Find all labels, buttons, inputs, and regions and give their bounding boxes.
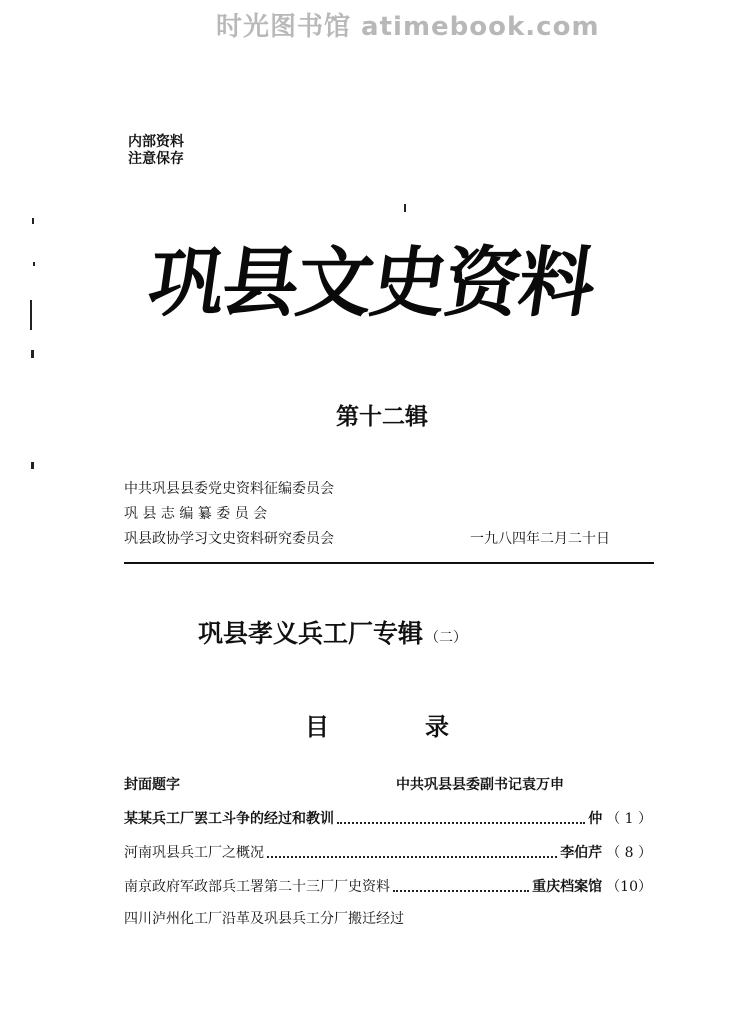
toc-entry-author: 仲 [588, 811, 603, 827]
toc-entry-title: 河南巩县兵工厂之概况 [124, 845, 264, 861]
divider-rule [124, 562, 654, 564]
toc-entry-title: 某某兵工厂罢工斗争的经过和教训 [124, 811, 334, 827]
toc-leader-dots [337, 812, 585, 824]
special-issue-volume: （二） [425, 630, 468, 646]
toc-leader-dots [393, 880, 529, 892]
watermark-text: 时光图书馆 atimebook.com [216, 12, 600, 42]
publication-date: 一九八四年二月二十日 [470, 531, 610, 547]
toc-entry-page: （ 1 ） [606, 811, 652, 827]
special-issue-title [198, 614, 467, 650]
internal-notice-line1: 内部资料 [128, 134, 184, 150]
scan-speck [30, 300, 32, 330]
toc-leader-dots [267, 846, 557, 858]
internal-notice-line2: 注意保存 [128, 151, 184, 167]
toc-cover-row [124, 772, 652, 796]
toc-entry-title: 南京政府军政部兵工署第二十三厂厂史资料 [124, 879, 390, 895]
toc-entry-row [124, 906, 652, 930]
scan-speck [31, 462, 34, 469]
committee-line-1: 中共巩县县委党史资料征编委员会 [124, 481, 334, 497]
toc-entry-row [124, 806, 652, 830]
scan-speck [404, 204, 406, 212]
committee-line-2: 巩 县 志 编 纂 委 员 会 [124, 506, 268, 522]
toc-entry-title: 四川泸州化工厂沿革及巩县兵工分厂搬迁经过 [124, 911, 404, 927]
toc-entry-row [124, 874, 652, 898]
scan-speck [32, 218, 34, 224]
special-issue-name: 巩县孝义兵工厂专辑 [198, 619, 424, 648]
toc-entry-row [124, 840, 652, 864]
scan-speck [31, 350, 34, 358]
scan-speck [33, 262, 35, 266]
publication-title: 巩县文史资料 [142, 238, 600, 327]
toc-cover-label: 封面题字 [124, 777, 180, 793]
committee-line-3: 巩县政协学习文史资料研究委员会 [124, 531, 334, 547]
toc-entry-page: （10） [606, 879, 652, 895]
issue-number: 第十二辑 [336, 403, 428, 430]
toc-entry-page: （ 8 ） [606, 845, 652, 861]
toc-heading: 目录 [305, 712, 545, 741]
toc-cover-author: 中共巩县县委副书记袁万申 [396, 777, 564, 793]
toc-entry-author: 李伯芹 [560, 845, 603, 861]
toc-entry-author: 重庆档案馆 [532, 879, 603, 895]
